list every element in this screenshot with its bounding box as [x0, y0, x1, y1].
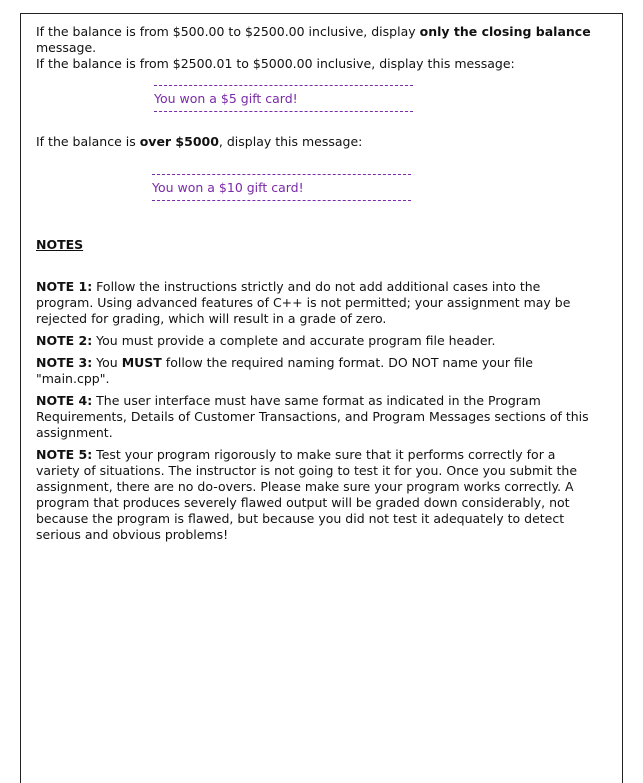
note-3-text-end: follow the required naming format. DO NOT name your file "main.cpp". — [36, 355, 533, 386]
note-5 — [36, 447, 596, 543]
rule-1 — [36, 24, 596, 56]
gift-card-5-message: You won a $5 gift card! — [154, 91, 298, 106]
rule-3-bold: over $5000 — [139, 134, 219, 149]
message-box-5 — [154, 85, 413, 112]
note-4-label: NOTE 4: — [36, 393, 93, 408]
rule-2: If the balance is from $2500.01 to $5000.00 inclusive, display this message: — [36, 56, 515, 71]
notes-heading: NOTES — [36, 237, 84, 252]
note-1-label: NOTE 1: — [36, 279, 93, 294]
dashed-line — [152, 200, 411, 201]
rule-1-end: message. — [36, 40, 97, 55]
note-3-bold: MUST — [121, 355, 162, 370]
note-4-text: The user interface must have same format as indicated in the Program Requirements, Details of Customer Transactions, and Program Messages sections of this assignment. — [36, 393, 589, 440]
gift-card-10-message: You won a $10 gift card! — [152, 180, 304, 195]
note-2-text: You must provide a complete and accurate program file header. — [92, 333, 496, 348]
document-page — [20, 13, 623, 783]
rule-3-end: , display this message: — [218, 134, 363, 149]
message-box-10 — [152, 174, 411, 201]
note-2-label: NOTE 2: — [36, 333, 93, 348]
note-5-label: NOTE 5: — [36, 447, 93, 462]
note-1 — [36, 279, 596, 327]
note-5-text: Test your program rigorously to make sure that it performs correctly for a variety of situations. The instructor is not going to test it for you. Once you submit the assignment, there are no do-overs. Please make sure your program works correctly. A program that produces severely flawed output will be graded down considerably, not because the program is flawed, but because you did not test it adequately to detect serious and obvious problems! — [36, 447, 578, 542]
note-3-label: NOTE 3: — [36, 355, 93, 370]
rule-1-text: If the balance is from $500.00 to $2500.00 inclusive, display — [36, 24, 420, 39]
rule-3-text: If the balance is — [36, 134, 140, 149]
note-4 — [36, 393, 596, 441]
rule-1-bold: only the closing balance — [419, 24, 591, 39]
note-3 — [36, 355, 596, 387]
note-2 — [36, 333, 596, 349]
document-content — [36, 24, 596, 549]
dashed-line — [154, 111, 413, 112]
note-3-text: You — [92, 355, 122, 370]
rule-3 — [36, 134, 596, 150]
note-1-text: Follow the instructions strictly and do not add additional cases into the program. Using advanced features of C++ is not permitted; your assignment may be rejected for grading, which will result in a grade of zero. — [36, 279, 571, 326]
